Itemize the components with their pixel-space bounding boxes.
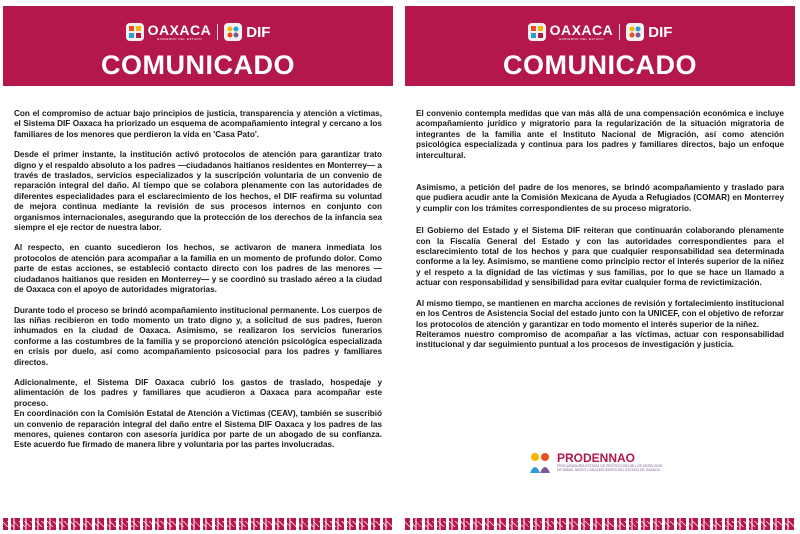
page-title: COMUNICADO [503,50,697,80]
prodennao-text [557,452,665,472]
paragraph: El Gobierno del Estado y el Sistema DIF reiteran que continuarán colaborando plenamente con la Fiscalía General del Estado y con las autoridades correspondientes para el esclarecimiento total de los hechos y para que cualquier responsabilidad sea determinada conforme a la ley. Asimismo, se mantiene como principio rector el interés superior de la niñez y el respeto a la dignidad de las víctimas y sus familias, por lo que se hace un llamado a actuar con responsabilidad y sensibilidad para evitar cualquier forma de revictimización. [416,226,784,288]
paragraph: Adicionalmente, el Sistema DIF Oaxaca cubrió los gastos de traslado, hospedaje y alimentación de los padres y familiares que acudieron a Oaxaca para acompañar este proceso. [14,377,382,408]
dif-wordmark: DIF [246,23,271,41]
dif-emblem-icon [626,23,644,41]
page-title: COMUNICADO [101,50,295,80]
oaxaca-logo-text [148,23,212,41]
paragraph: Asimismo, a petición del padre de los menores, se brindó acompañamiento y traslado para que pudiera acudir ante la Comisión Mexicana de Ayuda a Refugiados (COMAR) en Monterrey y cumplir con los trámites correspondientes de su proceso migratorio. [416,183,784,213]
logo-separator [619,24,620,40]
page-header [405,6,795,86]
decorative-footer-band [405,518,795,530]
communique-page-2 [405,6,795,530]
paragraph: Con el compromiso de actuar bajo principios de justicia, transparencia y atención a víctimas, el Sistema DIF Oaxaca ha priorizado un esquema de acompañamiento integral y cercano a los familiares de los menores que perdieron la vida en 'Casa Pato'. [14,109,382,139]
paragraph: El convenio contempla medidas que van más allá de una compensación económica e incluye acompañamiento jurídico y migratorio para la regularización de la situación migratoria de integrantes de la familia ante el Instituto Nacional de Migración, así como atención psicológica especializada y continua para los padres y familiares directos, bajo un enfoque intercultural. [416,109,784,160]
prodennao-subtitle: PROCURADURÍA ESTATAL DE PROTECCIÓN DE LOS DERECHOS DE NIÑAS, NIÑOS Y ADOLESCENTES DEL ESTADO DE OAXACA [557,464,663,472]
dif-wordmark: DIF [648,23,673,41]
oaxaca-wordmark: OAXACA [549,22,614,38]
oaxaca-emblem-icon [528,23,546,41]
prodennao-emblem-icon [527,449,553,475]
oaxaca-subtitle: GOBIERNO DEL ESTADO [156,37,202,41]
communique-body [416,109,784,361]
page-header [3,6,393,86]
communique-body [14,109,382,461]
paragraph: Al mismo tiempo, se mantienen en marcha acciones de revisión y fortalecimiento institucional en los Centros de Asistencia Social del estado junto con la UNICEF, con el objetivo de reforzar los protocolos de atención y garantizar en todo momento el interés superior de la niñez. [416,298,784,329]
dif-emblem-icon [224,23,242,41]
communique-page-1 [3,6,393,530]
paragraph: Durante todo el proceso se brindó acompañamiento institucional permanente. Los cuerpos de las niñas recibieron en todo momento un trato digno y, a solicitud de sus padres, fueron inhumados en la ciudad de Oaxaca. Asimismo, se realizaron los servicios funerarios conforme a las costumbres de la familia y se proporcionó atención psicológica especializada en crisis por duelo, así como acompañamiento psicosocial para los padres y familiares directos. [14,305,382,367]
prodennao-name: PRODENNAO [557,451,636,465]
oaxaca-subtitle: GOBIERNO DEL ESTADO [558,37,604,41]
logo-separator [217,24,218,40]
oaxaca-logo-text [550,23,614,41]
oaxaca-emblem-icon [126,23,144,41]
prodennao-logo [527,449,677,475]
logo-row [405,20,795,44]
paragraph: Desde el primer instante, la institución activó protocolos de atención para garantizar trato digno y el respaldo absoluto a los padres —ciudadanos haitianos residentes en Monterrey— a través de traslados, servicios especializados y la suscripción voluntaria de un convenio de reparación integral del daño. Al tiempo que se colabora plenamente con las autoridades de diferentes especialidades para el esclarecimiento de los hechos, el DIF reafirma su voluntad de mejora continua mediante la revisión de sus procesos internos en conjunto con organismos internacionales, asegurando que la protección de los derechos de la infancia sea siempre el eje rector de nuestra labor. [14,150,382,233]
oaxaca-wordmark: OAXACA [147,22,212,38]
logo-row [3,20,393,44]
paragraph: Reiteramos nuestro compromiso de acompañar a las víctimas, actuar con responsabilidad institucional y dar seguimiento puntual a los procesos de investigación y justicia. [416,329,784,350]
paragraph: En coordinación con la Comisión Estatal de Atención a Víctimas (CEAV), también se suscribió un convenio de reparación integral del daño entre el Sistema DIF Oaxaca y los padres de las menores, quienes contaron con asesoría jurídica por parte de un abogado de su confianza. Este acuerdo fue firmado de manera libre y voluntaria por las partes involucradas. [14,409,382,450]
paragraph: Al respecto, en cuanto sucedieron los hechos, se activaron de manera inmediata los protocolos de atención para acompañar a la familia en un momento de profundo dolor. Como parte de estas acciones, se estableció contacto directo con los padres de las menores —ciudadanos haitianos que residen en Monterrey— y se coordinó su traslado aéreo a la ciudad de Oaxaca con el apoyo de autoridades migratorias. [14,243,382,295]
decorative-footer-band [3,518,393,530]
